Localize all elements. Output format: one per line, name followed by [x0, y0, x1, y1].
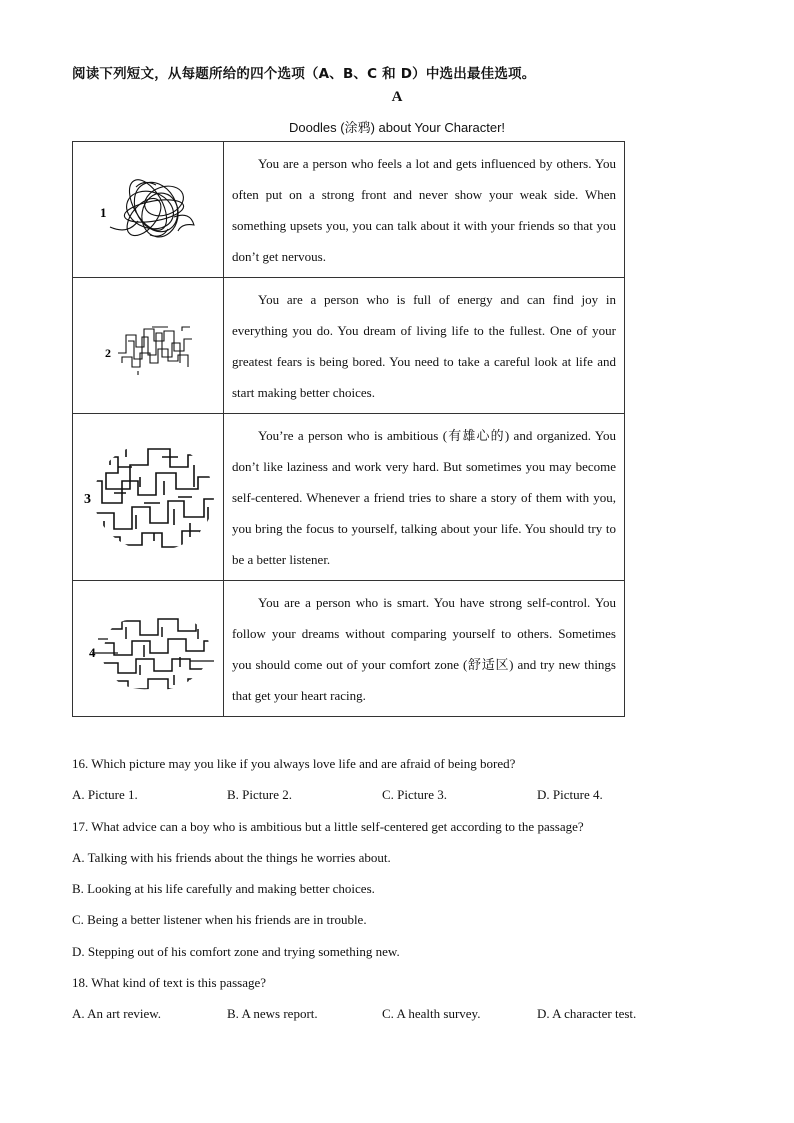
table-row [73, 581, 625, 717]
description-text: You’re a person who is ambitious (有雄心的) and organized. You don’t like laziness and work very hard. But sometimes you may become self-centered. Whenever a friend tries to share a story of them with you, you bring the focus to yourself, talking about your life. You should try to be a better listener. [232, 427, 616, 567]
option-d: D. Stepping out of his comfort zone and trying something new. [72, 943, 400, 959]
maze-sphere-doodle-icon [78, 437, 218, 557]
picture-cell [73, 414, 224, 581]
option-d: D. A character test. [537, 1006, 637, 1022]
scribble-doodle-icon [78, 165, 218, 255]
option-a: A. An art review. [72, 1006, 162, 1022]
option-c: C. A health survey. [382, 1006, 481, 1022]
table-row [73, 278, 625, 414]
description-text: You are a person who feels a lot and gets influenced by others. You often put on a strong front and never show your weak side. When something upsets you, you can talk about it with your friends so that you don’t get nervous. [232, 155, 616, 264]
picture-cell [73, 142, 224, 278]
question-stem: 18. What kind of text is this passage? [72, 975, 267, 991]
option-d: D. Picture 4. [537, 787, 603, 803]
description-cell [224, 414, 625, 581]
picture-number: 4 [89, 644, 96, 660]
question-stem: 16. Which picture may you like if you always love life and are afraid of being bored? [72, 756, 516, 771]
option-b: B. Picture 2. [227, 787, 292, 803]
description-cell [224, 142, 625, 278]
options-row [72, 783, 692, 814]
picture-cell [73, 278, 224, 414]
description-cell [224, 581, 625, 717]
question-stem: 17. What advice can a boy who is ambitious but a little self-centered get according to the passage? [72, 818, 584, 834]
winding-line-doodle-icon [78, 301, 218, 391]
option-b: B. Looking at his life carefully and making better choices. [72, 881, 375, 897]
option-a: A. Picture 1. [72, 787, 138, 803]
option-b: B. A news report. [227, 1006, 318, 1022]
picture-number: 1 [100, 204, 107, 220]
description-text: You are a person who is smart. You have strong self-control. You follow your dreams without comparing yourself to others. Sometimes you should come out of your comfort zone (舒适区) and try new things that get your heart racing. [232, 594, 616, 703]
article-title: Doodles (涂鸦) about Your Character! [288, 120, 506, 135]
picture-cell [73, 581, 224, 717]
instruction-text: 阅读下列短文，从每题所给的四个选项（A、B、C 和 D）中选出最佳选项。 [72, 66, 536, 82]
table-row [73, 414, 625, 581]
questions-section [72, 752, 692, 1034]
option-c: C. Being a better listener when his friends are in trouble. [72, 912, 367, 928]
description-text: You are a person who is full of energy and can find joy in everything you do. You dream of living life to the fullest. One of your greatest fears is being bored. You need to take a careful look at life and start making better choices. [232, 291, 616, 400]
picture-number: 2 [105, 345, 111, 360]
option-c: C. Picture 3. [382, 787, 447, 803]
option-a: A. Talking with his friends about the things he worries about. [72, 849, 391, 865]
doodle-table [72, 141, 625, 717]
table-row [73, 142, 625, 278]
maze-cloud-doodle-icon [78, 599, 218, 699]
options-row [72, 1002, 692, 1033]
description-cell [224, 278, 625, 414]
picture-number: 3 [84, 492, 91, 507]
section-label: A [391, 89, 403, 105]
